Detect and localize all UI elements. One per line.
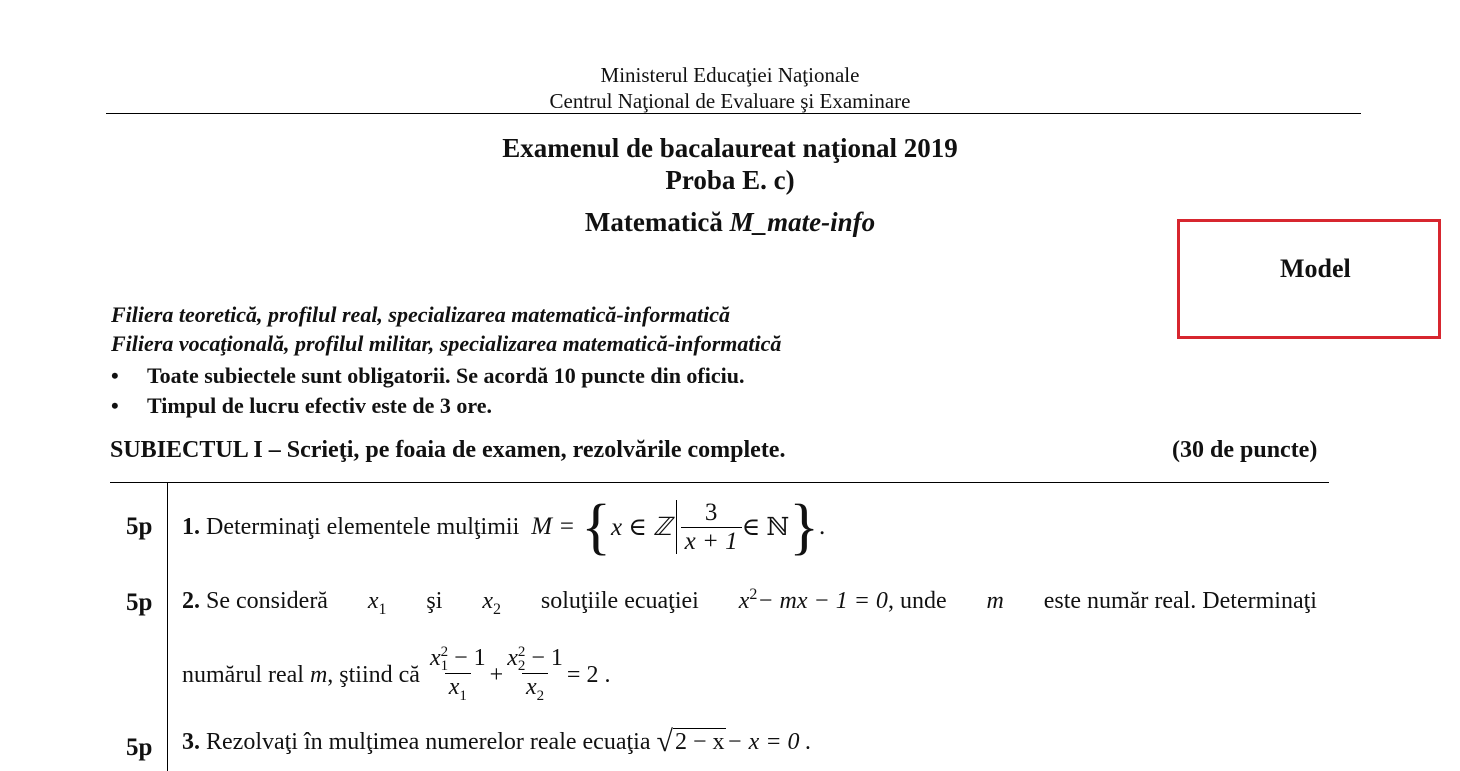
left-brace: {	[581, 493, 611, 561]
subject-name: Matematică	[584, 207, 723, 237]
f2-den-x: x	[525, 674, 537, 701]
section-points: (30 de puncte)	[1172, 437, 1318, 463]
plus-sign: +	[489, 661, 504, 688]
fraction-denominator: x + 1	[681, 527, 742, 556]
eq-exponent: 2	[749, 586, 758, 603]
table-top-rule	[110, 482, 1329, 483]
bullet-icon: •	[111, 363, 119, 388]
f1-num-rest: − 1	[454, 644, 486, 671]
problem-2-number: 2.	[182, 588, 200, 614]
problem-2-line-2	[182, 636, 610, 714]
f2-num-rest: − 1	[531, 644, 563, 671]
instruction-text: Toate subiectele sunt obligatorii. Se acordă 10 puncte din oficiu.	[147, 363, 745, 388]
f1-den-x: x	[448, 674, 460, 701]
instruction-item	[111, 393, 492, 419]
problem-3-number: 3.	[182, 729, 200, 755]
problem-1-points: 5p	[126, 513, 153, 540]
filiera-teoretica: Filiera teoretică, profilul real, specializarea matematică-informatică	[111, 302, 730, 327]
problem-2-intro: Se consideră	[206, 588, 328, 614]
right-brace: }	[789, 493, 820, 561]
problem-1-number: 1.	[182, 513, 200, 540]
f1-num-sub: 1	[440, 658, 449, 675]
set-membership: ∈ ℕ	[741, 514, 790, 541]
problem-3	[182, 725, 812, 758]
section-title: SUBIECTUL I – Scrieţi, pe foaia de examen, rezolvările complete.	[110, 437, 786, 463]
problem-3-text: Rezolvaţi în mulţimea numerelor reale ecuaţia	[206, 729, 651, 755]
equation-rhs: = 2 .	[566, 661, 611, 688]
f2-num-sup: 2	[517, 644, 526, 661]
header-rule	[106, 113, 1361, 114]
problem-2-line2-intro: numărul real	[182, 661, 304, 688]
instruction-text: Timpul de lucru efectiv este de 3 ore.	[147, 393, 493, 418]
filiera-vocationala: Filiera vocaţională, profilul militar, specializarea matematică-informatică	[111, 331, 782, 356]
f1-num-sup: 2	[440, 644, 449, 661]
bullet-icon: •	[111, 393, 119, 418]
stiind-text: , ştiind că	[327, 661, 420, 688]
evaluation-center-name: Centrul Naţional de Evaluare şi Examinare	[549, 89, 911, 113]
radicand: 2 − x	[674, 729, 725, 755]
problem-3-rest: − x = 0 .	[726, 729, 812, 755]
f1-den-sub: 1	[459, 688, 467, 705]
fraction-1	[426, 645, 490, 705]
problem-3-points: 5p	[126, 734, 153, 761]
problem-1-text: Determinaţi elementele mulţimii	[206, 513, 520, 540]
var-x1-index: 1	[378, 600, 387, 618]
param-m: m	[986, 588, 1004, 614]
f2-den-sub: 2	[536, 688, 545, 705]
conj-si: şi	[426, 588, 443, 614]
var-x2-index: 2	[492, 600, 501, 618]
model-label: Model	[1280, 254, 1351, 283]
exam-title: Examenul de bacalaureat naţional 2019	[502, 133, 958, 163]
var-x1: x	[367, 588, 379, 614]
f2-num-sub: 2	[517, 658, 526, 675]
set-lhs: M =	[531, 513, 576, 540]
points-column-divider	[167, 482, 168, 771]
problem-2-line-1	[182, 586, 1317, 619]
problem-1	[182, 491, 825, 563]
set-separator	[676, 500, 677, 554]
unde-text: , unde	[887, 588, 947, 614]
sqrt-icon: √	[656, 725, 673, 758]
f1-num-x: x	[429, 644, 441, 671]
instruction-item	[111, 363, 744, 389]
param-m-2: m	[309, 661, 328, 688]
set-variable: x ∈ ℤ	[610, 514, 672, 541]
fraction-2	[503, 645, 567, 705]
f2-num-x: x	[507, 644, 518, 671]
problem-2-mid: soluţiile ecuaţiei	[540, 588, 699, 614]
fraction-numerator: 3	[704, 498, 718, 526]
var-x2: x	[482, 588, 493, 614]
formula-end: .	[819, 513, 826, 540]
sqrt-expression	[656, 725, 726, 758]
eq-x: x	[738, 588, 750, 614]
subject-variant: M_mate-info	[729, 207, 876, 237]
problem-2-tail: este număr real. Determinaţi	[1043, 588, 1317, 614]
exam-proba: Proba E. c)	[665, 165, 795, 195]
eq-rest: − mx − 1 = 0	[757, 588, 888, 614]
set-fraction	[681, 499, 742, 556]
problem-2-points: 5p	[126, 589, 153, 616]
ministry-name: Ministerul Educaţiei Naţionale	[600, 63, 860, 87]
